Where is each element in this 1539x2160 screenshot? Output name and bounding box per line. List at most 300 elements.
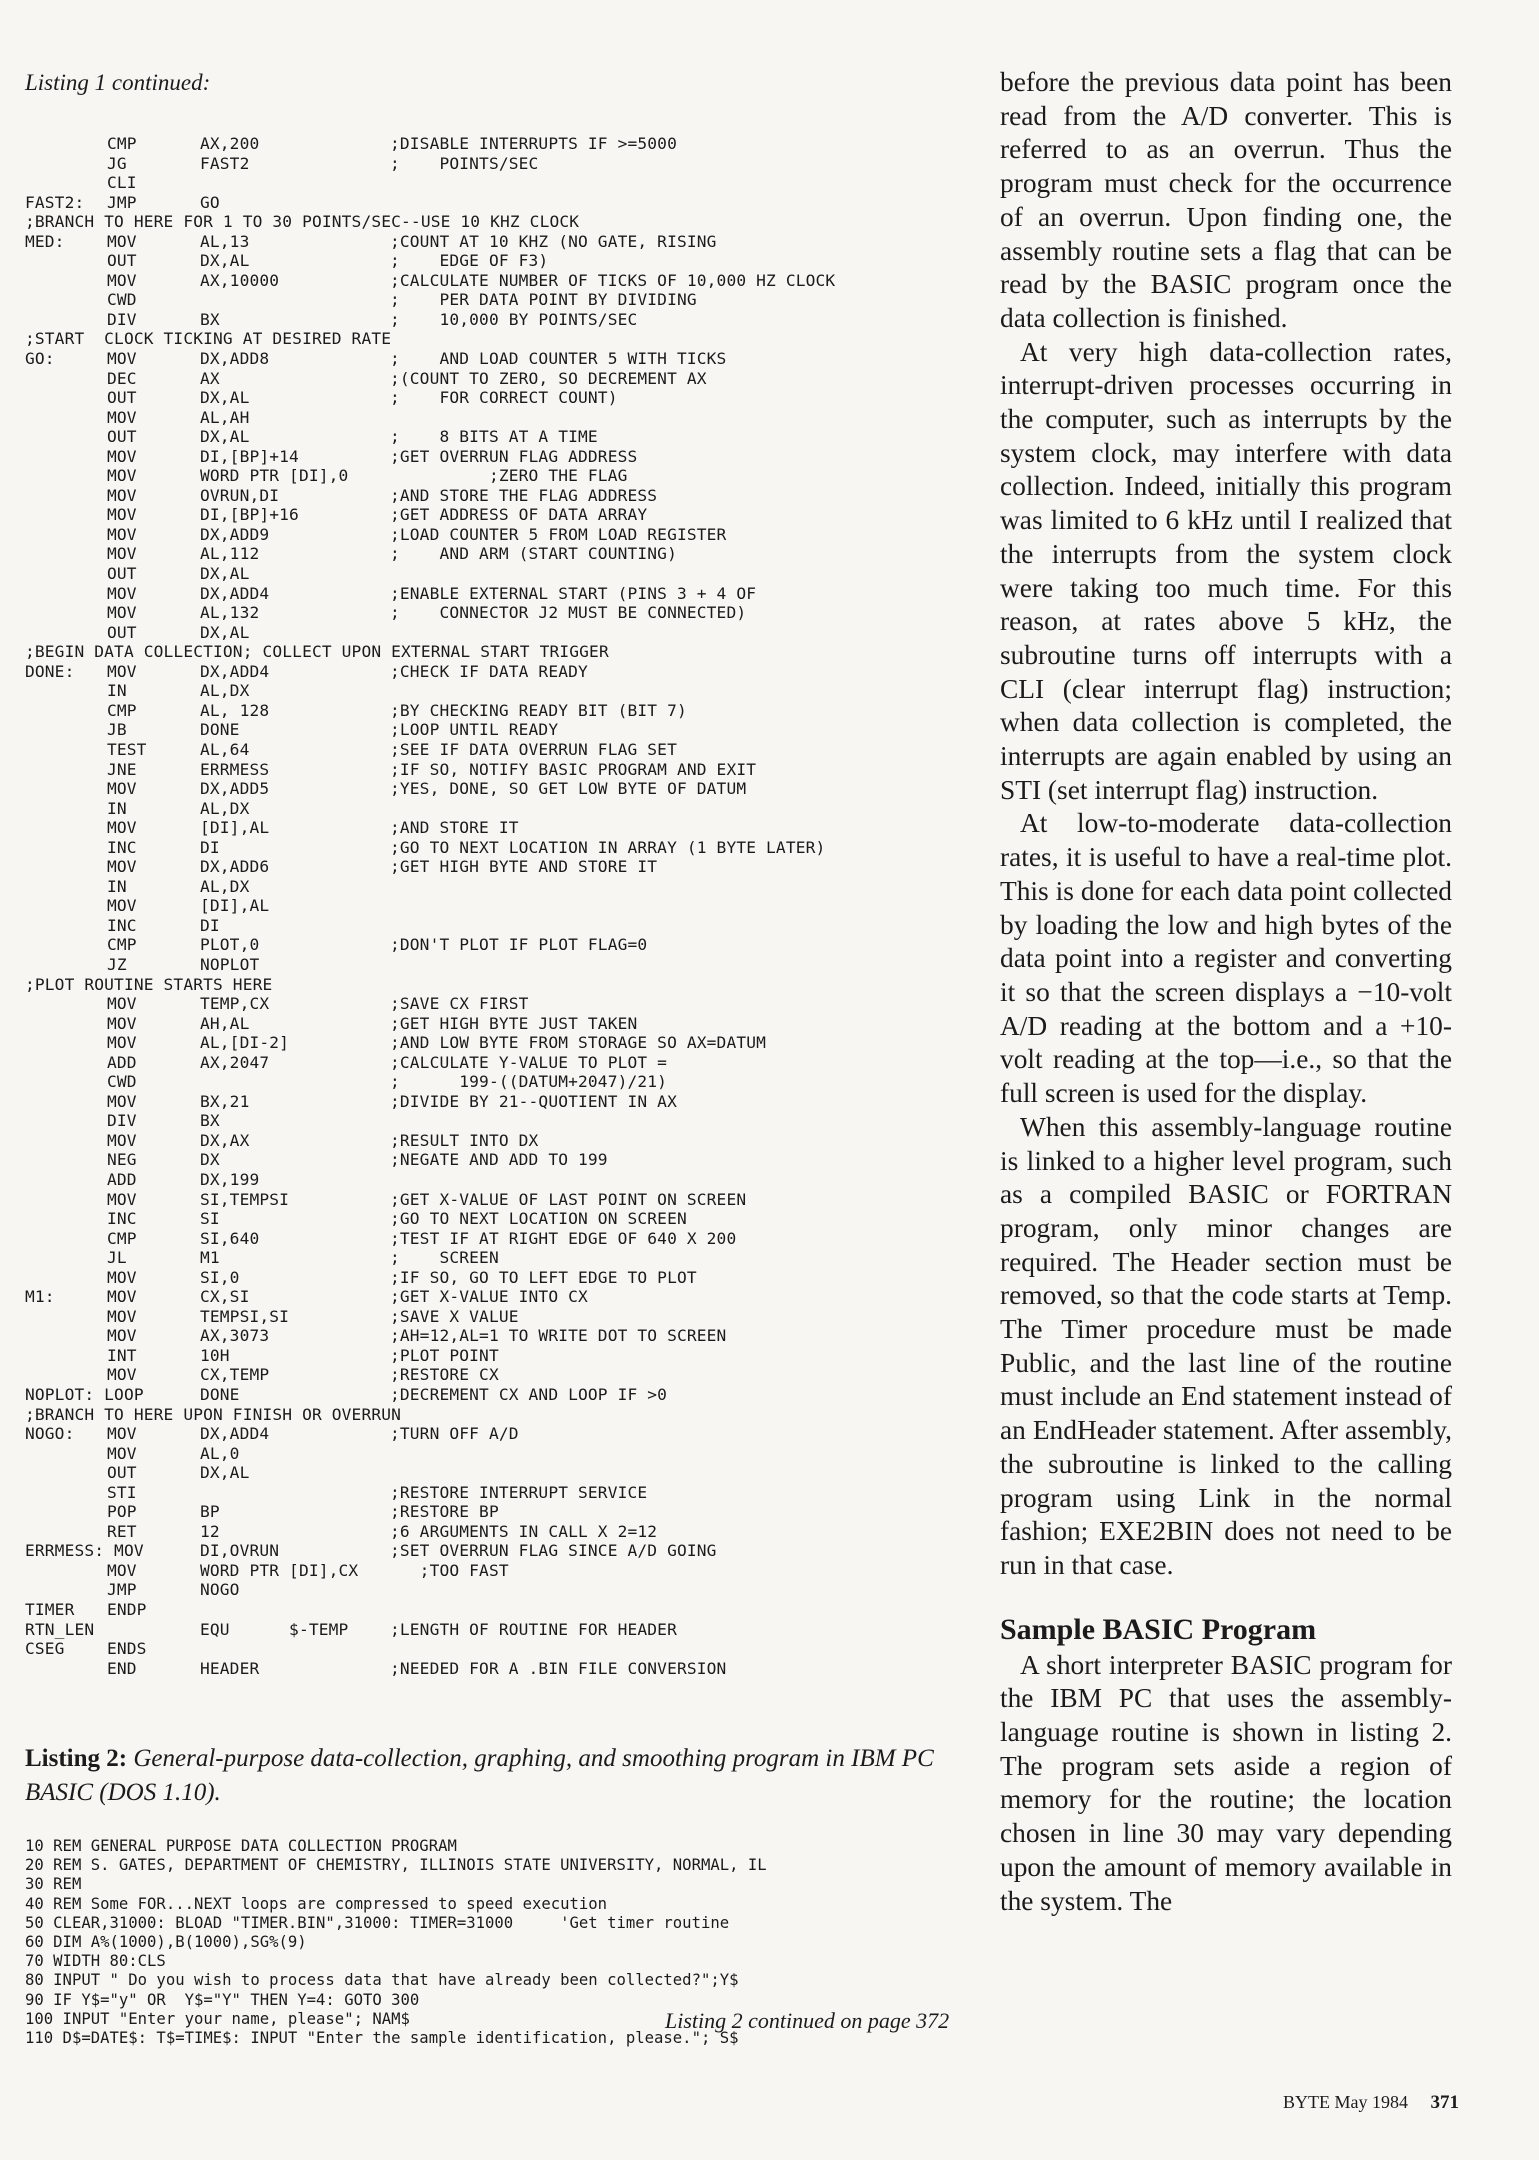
- listing1-line: [25, 1659, 1005, 1679]
- listing1-line: [25, 975, 1005, 995]
- paragraph-2: At very high data-collection rates, interrupt-driven processes occurring in the computer, such as interrupts by the system clock, may interfere with data collection. Indeed, initially this program was limited to 6 kHz until I realized that the interrupts from the system clock were taking too much time. For this reason, at rates above 5 kHz, the subroutine turns off interrupts with a CLI (clear interrupt flag) instruction; when data collection is completed, the interrupts are again enabled by using an STI (set interrupt flag) instruction.: [1000, 336, 1452, 805]
- code-opcode: RET: [107, 1521, 137, 1541]
- code-opcode: END: [107, 1658, 137, 1678]
- code-operands: [DI],AL: [200, 818, 270, 838]
- code-operands: DI,OVRUN: [200, 1541, 280, 1561]
- code-opcode: DEC: [107, 368, 137, 388]
- code-opcode: CMP: [107, 935, 137, 955]
- page-number: 371: [1430, 2092, 1459, 2113]
- listing2-line: 80 INPUT " Do you wish to process data that have already been collected?";Y$: [25, 1971, 739, 1990]
- code-comment: ;SET OVERRUN FLAG SINCE A/D GOING: [390, 1541, 717, 1561]
- listing1-line: [25, 681, 1005, 701]
- listing1-line: [25, 154, 1005, 174]
- listing1-line: [25, 1229, 1005, 1249]
- listing1-line: [25, 1561, 1005, 1581]
- code-operands: SI,640: [200, 1228, 260, 1248]
- code-operands: SI,TEMPSI: [200, 1189, 290, 1209]
- code-operands: WORD PTR [DI],CX: [200, 1560, 359, 1580]
- code-comment-line: ;START CLOCK TICKING AT DESIRED RATE: [25, 329, 392, 349]
- code-comment: ;6 ARGUMENTS IN CALL X 2=12: [390, 1521, 658, 1541]
- code-opcode: ENDP: [107, 1600, 147, 1620]
- code-operands: BX: [200, 309, 220, 329]
- code-operands: DI: [200, 837, 220, 857]
- code-operands: AX,2047: [200, 1052, 270, 1072]
- code-comment: ;TOO FAST: [390, 1560, 509, 1580]
- code-comment: ; AND ARM (START COUNTING): [390, 544, 677, 564]
- listing1-line: [25, 1463, 1005, 1483]
- code-opcode: INC: [107, 915, 137, 935]
- code-opcode: MOV: [107, 505, 137, 525]
- code-label: RTN_LEN: [25, 1619, 95, 1639]
- code-opcode: MOV: [107, 1424, 137, 1444]
- listing1-line: [25, 720, 1005, 740]
- code-comment-line: ;BEGIN DATA COLLECTION; COLLECT UPON EXTERNAL START TRIGGER: [25, 642, 609, 662]
- code-operands: AL,[DI-2]: [200, 1033, 290, 1053]
- code-operands: DX,ADD4: [200, 1424, 270, 1444]
- listing1-line: [25, 799, 1005, 819]
- code-comment: ; PER DATA POINT BY DIVIDING: [390, 290, 697, 310]
- listing2-line: 60 DIM A%(1000),B(1000),SG%(9): [25, 1932, 307, 1951]
- listing2-line: 70 WIDTH 80:CLS: [25, 1952, 166, 1971]
- listing2-line: 30 REM: [25, 1875, 82, 1894]
- listing1-line: [25, 1248, 1005, 1268]
- listing1-line: [25, 1346, 1005, 1366]
- code-operands: DONE: [200, 720, 240, 740]
- listing1-line: [25, 544, 1005, 564]
- code-comment: ;COUNT AT 10 KHZ (NO GATE, RISING: [390, 231, 717, 251]
- listing1-line: [25, 369, 1005, 389]
- code-opcode: IN: [107, 798, 127, 818]
- listing1-line: [25, 1209, 1005, 1229]
- code-comment: ;IF SO, GO TO LEFT EDGE TO PLOT: [390, 1267, 697, 1287]
- code-comment: ;CALCULATE Y-VALUE TO PLOT =: [390, 1052, 668, 1072]
- code-operands: AL,132: [200, 603, 260, 623]
- listing1-line: [25, 251, 1005, 271]
- code-operands: DX,AX: [200, 1130, 250, 1150]
- code-opcode: OUT: [107, 564, 137, 584]
- code-comment: ; CONNECTOR J2 MUST BE CONNECTED): [390, 603, 747, 623]
- code-comment: ;RESULT INTO DX: [390, 1130, 539, 1150]
- code-operands: DI,[BP]+16: [200, 505, 299, 525]
- code-opcode: MOV: [107, 1560, 137, 1580]
- code-comment: ;RESTORE BP: [390, 1502, 499, 1522]
- code-comment: ; AND LOAD COUNTER 5 WITH TICKS: [390, 349, 727, 369]
- code-comment: ;LOAD COUNTER 5 FROM LOAD REGISTER: [390, 524, 727, 544]
- page-footer: [1283, 2092, 1459, 2114]
- code-opcode: JMP: [107, 1580, 137, 1600]
- code-opcode: MOV: [107, 603, 137, 623]
- code-opcode: MOV: [107, 544, 137, 564]
- listing1-line: [25, 173, 1005, 193]
- code-operands: FAST2: [200, 153, 250, 173]
- listing1-line: [25, 408, 1005, 428]
- code-opcode: INT: [107, 1345, 137, 1365]
- code-label: GO:: [25, 349, 55, 369]
- code-comment-line: ;BRANCH TO HERE UPON FINISH OR OVERRUN: [25, 1404, 402, 1424]
- listing1-line: [25, 1014, 1005, 1034]
- listing1-line: [25, 1150, 1005, 1170]
- code-opcode: JL: [107, 1248, 127, 1268]
- code-comment: ;NEGATE AND ADD TO 199: [390, 1150, 608, 1170]
- code-label: FAST2:: [25, 192, 85, 212]
- code-comment: ;DISABLE INTERRUPTS IF >=5000: [390, 134, 677, 153]
- code-opcode: TEST: [107, 739, 147, 759]
- code-opcode: MOV: [107, 1287, 137, 1307]
- code-opcode: JG: [107, 153, 127, 173]
- code-opcode: MOV: [107, 446, 137, 466]
- code-operands: AH,AL: [200, 1013, 250, 1033]
- code-operands: AX: [200, 368, 220, 388]
- code-opcode: CMP: [107, 700, 137, 720]
- code-operands: AL,112: [200, 544, 260, 564]
- code-opcode: OUT: [107, 427, 137, 447]
- code-comment: ;AH=12,AL=1 TO WRITE DOT TO SCREEN: [390, 1326, 727, 1346]
- listing1-line: [25, 505, 1005, 525]
- code-operands: DX,AL: [200, 388, 250, 408]
- code-comment: ;CHECK IF DATA READY: [390, 661, 588, 681]
- code-operands: SI,0: [200, 1267, 240, 1287]
- code-opcode: CWD: [107, 1072, 137, 1092]
- code-operands: BX: [200, 1111, 220, 1131]
- code-opcode: MOV: [107, 1267, 137, 1287]
- code-opcode: MOV: [107, 583, 137, 603]
- listing1-line: [25, 642, 1005, 662]
- listing2-line: 110 D$=DATE$: T$=TIME$: INPUT "Enter the sample identification, please."; S$: [25, 2028, 739, 2047]
- code-comment: ;ZERO THE FLAG: [390, 466, 628, 486]
- code-opcode: MOV: [107, 349, 137, 369]
- code-operands: AX,3073: [200, 1326, 270, 1346]
- listing1-line: [25, 1405, 1005, 1425]
- code-comment-line: ;BRANCH TO HERE FOR 1 TO 30 POINTS/SEC--USE 10 KHZ CLOCK: [25, 212, 580, 232]
- listing1-line: [25, 427, 1005, 447]
- article-column: [1000, 66, 1452, 1918]
- code-operands: DX,AL: [200, 622, 250, 642]
- code-operands: ERRMESS: [200, 759, 270, 779]
- code-operands: DX,AL: [200, 1463, 250, 1483]
- listing2-line: 10 REM GENERAL PURPOSE DATA COLLECTION PROGRAM: [25, 1837, 457, 1855]
- code-label: NOGO:: [25, 1424, 75, 1444]
- listing1-line: [25, 349, 1005, 369]
- code-comment: ;ENABLE EXTERNAL START (PINS 3 + 4 OF: [390, 583, 757, 603]
- listing1-line: [25, 1541, 1005, 1561]
- listing1-line: [25, 1483, 1005, 1503]
- code-label: MED:: [25, 231, 65, 251]
- listing1-line: [25, 1385, 1005, 1405]
- code-opcode: STI: [107, 1482, 137, 1502]
- listing1-line: [25, 1600, 1005, 1620]
- code-comment: ;PLOT POINT: [390, 1345, 499, 1365]
- listing2-line: 20 REM S. GATES, DEPARTMENT OF CHEMISTRY, ILLINOIS STATE UNIVERSITY, NORMAL, IL: [25, 1856, 767, 1875]
- code-opcode: CMP: [107, 1228, 137, 1248]
- code-opcode: MOV: [107, 1091, 137, 1111]
- code-opcode: MOV: [107, 485, 137, 505]
- code-operands: BX,21: [200, 1091, 250, 1111]
- code-label: NOPLOT: LOOP: [25, 1385, 144, 1404]
- code-operands: DX: [200, 1150, 220, 1170]
- code-comment: ;GET X-VALUE OF LAST POINT ON SCREEN: [390, 1189, 747, 1209]
- code-opcode: OUT: [107, 388, 137, 408]
- code-comment: ;AND STORE IT: [390, 818, 519, 838]
- listing1-line: [25, 329, 1005, 349]
- code-opcode: IN: [107, 681, 127, 701]
- listing1-line: [25, 896, 1005, 916]
- listing1-line: [25, 1072, 1005, 1092]
- paragraph-3: At low-to-moderate data-collection rates, it is useful to have a real-time plot. This is done for each data point collected by loading the low and high bytes of the data point into a register and converting it so that the screen displays a −10-volt A/D reading at the bottom and a +10-volt reading at the top—i.e., so that the full screen is used for the display.: [1000, 808, 1452, 1109]
- code-comment: ;LENGTH OF ROUTINE FOR HEADER: [390, 1619, 677, 1639]
- listing1-line: [25, 1092, 1005, 1112]
- code-comment: ;(COUNT TO ZERO, SO DECREMENT AX: [390, 368, 707, 388]
- code-operands: NOPLOT: [200, 954, 260, 974]
- listing1-line: [25, 916, 1005, 936]
- listing1-line: [25, 994, 1005, 1014]
- code-operands: M1: [200, 1248, 220, 1268]
- listing1-line: [25, 935, 1005, 955]
- code-comment: ;LOOP UNTIL READY: [390, 720, 559, 740]
- code-operands: DONE: [200, 1385, 240, 1404]
- code-opcode: MOV: [107, 407, 137, 427]
- listing1-line: [25, 584, 1005, 604]
- code-operands: 10H: [200, 1345, 230, 1365]
- code-operands: TEMPSI,SI: [200, 1306, 290, 1326]
- code-comment: ;RESTORE CX: [390, 1365, 499, 1385]
- code-operands: CX,TEMP: [200, 1365, 270, 1385]
- code-operands: NOGO: [200, 1580, 240, 1600]
- code-operands: SI: [200, 1209, 220, 1229]
- listing1-line: [25, 1424, 1005, 1444]
- code-comment: ;TEST IF AT RIGHT EDGE OF 640 X 200: [390, 1228, 737, 1248]
- code-operands: DX,AL: [200, 564, 250, 584]
- listing1-line: [25, 1111, 1005, 1131]
- code-operands: AL,64: [200, 739, 250, 759]
- code-comment: ; 10,000 BY POINTS/SEC: [390, 309, 638, 329]
- listing2-line: 50 CLEAR,31000: BLOAD "TIMER.BIN",31000: TIMER=31000 'Get timer routine: [25, 1913, 730, 1932]
- listing2-continued-note: Listing 2 continued on page 372: [665, 2008, 950, 2033]
- code-operands: TEMP,CX: [200, 994, 270, 1014]
- code-comment: ;GET HIGH BYTE JUST TAKEN: [390, 1013, 638, 1033]
- code-opcode: MOV: [107, 231, 137, 251]
- code-opcode: OUT: [107, 1463, 137, 1483]
- listing1-line: [25, 447, 1005, 467]
- code-comment: ;GET X-VALUE INTO CX: [390, 1287, 588, 1307]
- code-opcode: OUT: [107, 622, 137, 642]
- code-operands: BP: [200, 1502, 220, 1522]
- code-operands: PLOT,0: [200, 935, 260, 955]
- listing1-line: [25, 1620, 1005, 1640]
- code-operands: DX,ADD4: [200, 661, 270, 681]
- code-label: DONE:: [25, 661, 75, 681]
- listing2-line: 100 INPUT "Enter your name, please"; NAM$: [25, 2009, 410, 2028]
- code-opcode: MOV: [107, 857, 137, 877]
- listing1-line: [25, 1580, 1005, 1600]
- code-operands: 12: [200, 1521, 220, 1541]
- code-operands: HEADER: [200, 1658, 260, 1678]
- listing1-line: [25, 740, 1005, 760]
- code-comment: ; POINTS/SEC: [390, 153, 539, 173]
- code-comment: ;IF SO, NOTIFY BASIC PROGRAM AND EXIT: [390, 759, 757, 779]
- code-label: ERRMESS: MOV: [25, 1541, 144, 1561]
- code-opcode: MOV: [107, 270, 137, 290]
- code-comment: ;GO TO NEXT LOCATION IN ARRAY (1 BYTE LATER): [390, 837, 826, 857]
- listing2-line: 90 IF Y$="y" OR Y$="Y" THEN Y=4: GOTO 300: [25, 1990, 420, 2009]
- code-operands: WORD PTR [DI],0: [200, 466, 349, 486]
- code-opcode: IN: [107, 876, 127, 896]
- code-comment: ;DIVIDE BY 21--QUOTIENT IN AX: [390, 1091, 677, 1111]
- code-operands: DX,ADD5: [200, 779, 270, 799]
- listing1-line: [25, 662, 1005, 682]
- listing1-line: [25, 1444, 1005, 1464]
- code-operands: DI,[BP]+14: [200, 446, 299, 466]
- code-opcode: ADD: [107, 1169, 137, 1189]
- code-opcode: MOV: [107, 1013, 137, 1033]
- code-comment: ; 199-((DATUM+2047)/21): [390, 1072, 668, 1092]
- code-operands: DX,199: [200, 1169, 260, 1189]
- paragraph-1: before the previous data point has been read from the A/D converter. This is referred to as an overrun. Thus the program must check for the occurrence of an overrun. Upon finding one, the assembly routine sets a flag that can be read by the BASIC program once the data collection is finished.: [1000, 67, 1452, 333]
- listing1-line: [25, 1190, 1005, 1210]
- footer-publication: BYTE May 1984: [1283, 2092, 1408, 2112]
- listing1-line: [25, 955, 1005, 975]
- code-comment: ;SAVE X VALUE: [390, 1306, 519, 1326]
- listing1-line: [25, 701, 1005, 721]
- code-comment: ;GET OVERRUN FLAG ADDRESS: [390, 446, 638, 466]
- paragraph-5: A short interpreter BASIC program for the IBM PC that uses the assembly-language routine is shown in listing 2. The program sets aside a region of memory for the routine; the location chosen in line 30 may vary depending upon the amount of memory available in the system. The: [1000, 1649, 1452, 1916]
- listing1-line: [25, 1287, 1005, 1307]
- code-opcode: MOV: [107, 994, 137, 1014]
- listing1-line: [25, 486, 1005, 506]
- listing1-line: [25, 623, 1005, 643]
- code-comment: ;GET HIGH BYTE AND STORE IT: [390, 857, 658, 877]
- code-operands: DX,ADD4: [200, 583, 270, 603]
- listing1-line: [25, 1170, 1005, 1190]
- code-comment: ;TURN OFF A/D: [390, 1424, 519, 1444]
- code-operands: EQU $-TEMP: [200, 1619, 349, 1639]
- code-operands: AL,AH: [200, 407, 250, 427]
- code-operands: AX,200: [200, 134, 260, 153]
- code-opcode: MOV: [107, 1365, 137, 1385]
- code-operands: AL,13: [200, 231, 250, 251]
- code-operands: AL,0: [200, 1443, 240, 1463]
- listing1-line: [25, 1053, 1005, 1073]
- listing1-line: [25, 603, 1005, 623]
- code-opcode: POP: [107, 1502, 137, 1522]
- code-comment: ;DECREMENT CX AND LOOP IF >0: [390, 1385, 668, 1404]
- listing1-line: [25, 388, 1005, 408]
- listing1-code: [25, 134, 1005, 1678]
- code-operands: AL,DX: [200, 798, 250, 818]
- listing1-line: [25, 564, 1005, 584]
- code-operands: GO: [200, 192, 220, 212]
- listing1-line: [25, 857, 1005, 877]
- listing1-line: [25, 838, 1005, 858]
- paragraph-4: When this assembly-language routine is linked to a higher level program, such as a compiled BASIC or FORTRAN program, only minor changes are required. The Header section must be removed, so that the code starts at Temp. The Timer procedure must be made Public, and the last line of the routine must include an End statement instead of an EndHeader statement. After assembly, the subroutine is linked to the calling program using Link in the normal fashion; EXE2BIN does not need to be run in that case.: [1000, 1111, 1452, 1580]
- code-opcode: MOV: [107, 1189, 137, 1209]
- listing1-line: [25, 466, 1005, 486]
- listing2-caption-text: General-purpose data-collection, graphing, and smoothing program in IBM PC BASIC (DOS 1.10).: [25, 1745, 934, 1806]
- listing1-line: [25, 779, 1005, 799]
- code-label: CSEG: [25, 1639, 65, 1659]
- code-opcode: JMP: [107, 192, 137, 212]
- code-opcode: MOV: [107, 1443, 137, 1463]
- code-opcode: CMP: [107, 134, 137, 153]
- code-operands: DX,AL: [200, 251, 250, 271]
- code-opcode: MOV: [107, 661, 137, 681]
- code-operands: AL,DX: [200, 876, 250, 896]
- code-opcode: MOV: [107, 466, 137, 486]
- code-opcode: JZ: [107, 954, 127, 974]
- code-comment: ;GO TO NEXT LOCATION ON SCREEN: [390, 1209, 687, 1229]
- code-comment: ;SEE IF DATA OVERRUN FLAG SET: [390, 739, 677, 759]
- code-comment: ; 8 BITS AT A TIME: [390, 427, 598, 447]
- code-operands: [DI],AL: [200, 896, 270, 916]
- code-opcode: MOV: [107, 524, 137, 544]
- listing1-line: [25, 271, 1005, 291]
- section-heading: Sample BASIC Program: [1000, 1612, 1317, 1646]
- code-comment: ;DON'T PLOT IF PLOT FLAG=0: [390, 935, 648, 955]
- code-comment: ;RESTORE INTERRUPT SERVICE: [390, 1482, 648, 1502]
- code-operands: CX,SI: [200, 1287, 250, 1307]
- listing1-line: [25, 1268, 1005, 1288]
- code-opcode: MOV: [107, 1130, 137, 1150]
- listing1-line: [25, 1502, 1005, 1522]
- code-label: M1:: [25, 1287, 55, 1307]
- code-opcode: JB: [107, 720, 127, 740]
- code-opcode: MOV: [107, 1306, 137, 1326]
- code-comment: ;AND LOW BYTE FROM STORAGE SO AX=DATUM: [390, 1033, 767, 1053]
- listing1-line: [25, 1365, 1005, 1385]
- code-opcode: NEG: [107, 1150, 137, 1170]
- code-operands: AL,DX: [200, 681, 250, 701]
- code-operands: OVRUN,DI: [200, 485, 280, 505]
- code-opcode: CWD: [107, 290, 137, 310]
- code-label: TIMER: [25, 1600, 75, 1620]
- listing1-line: [25, 877, 1005, 897]
- code-opcode: MOV: [107, 1326, 137, 1346]
- code-comment: ; EDGE OF F3): [390, 251, 549, 271]
- listing1-line: [25, 232, 1005, 252]
- listing2-caption-label: Listing 2:: [25, 1745, 128, 1772]
- listing1-line: [25, 193, 1005, 213]
- code-opcode: INC: [107, 837, 137, 857]
- code-comment-line: ;PLOT ROUTINE STARTS HERE: [25, 974, 273, 994]
- code-opcode: CLI: [107, 173, 137, 193]
- listing1-line: [25, 1639, 1005, 1659]
- code-operands: DX,ADD6: [200, 857, 270, 877]
- listing2-line: 40 REM Some FOR...NEXT loops are compressed to speed execution: [25, 1894, 608, 1913]
- code-opcode: INC: [107, 1209, 137, 1229]
- code-operands: AL, 128: [200, 700, 270, 720]
- code-opcode: DIV: [107, 309, 137, 329]
- code-comment: ;CALCULATE NUMBER OF TICKS OF 10,000 HZ CLOCK: [390, 270, 836, 290]
- listing1-line: [25, 525, 1005, 545]
- code-opcode: OUT: [107, 251, 137, 271]
- listing1-line: [25, 1033, 1005, 1053]
- code-opcode: MOV: [107, 1033, 137, 1053]
- code-comment: ;NEEDED FOR A .BIN FILE CONVERSION: [390, 1658, 727, 1678]
- code-comment: ;BY CHECKING READY BIT (BIT 7): [390, 700, 687, 720]
- code-comment: ;YES, DONE, SO GET LOW BYTE OF DATUM: [390, 779, 747, 799]
- code-comment: ;GET ADDRESS OF DATA ARRAY: [390, 505, 648, 525]
- listing1-line: [25, 134, 1005, 154]
- listing1-line: [25, 290, 1005, 310]
- listing1-line: [25, 1131, 1005, 1151]
- listing1-line: [25, 760, 1005, 780]
- code-opcode: MOV: [107, 818, 137, 838]
- code-comment: ; SCREEN: [390, 1248, 499, 1268]
- listing1-line: [25, 1522, 1005, 1542]
- code-operands: AX,10000: [200, 270, 280, 290]
- listing2-caption: [25, 1742, 985, 1810]
- listing1-line: [25, 212, 1005, 232]
- listing1-line: [25, 818, 1005, 838]
